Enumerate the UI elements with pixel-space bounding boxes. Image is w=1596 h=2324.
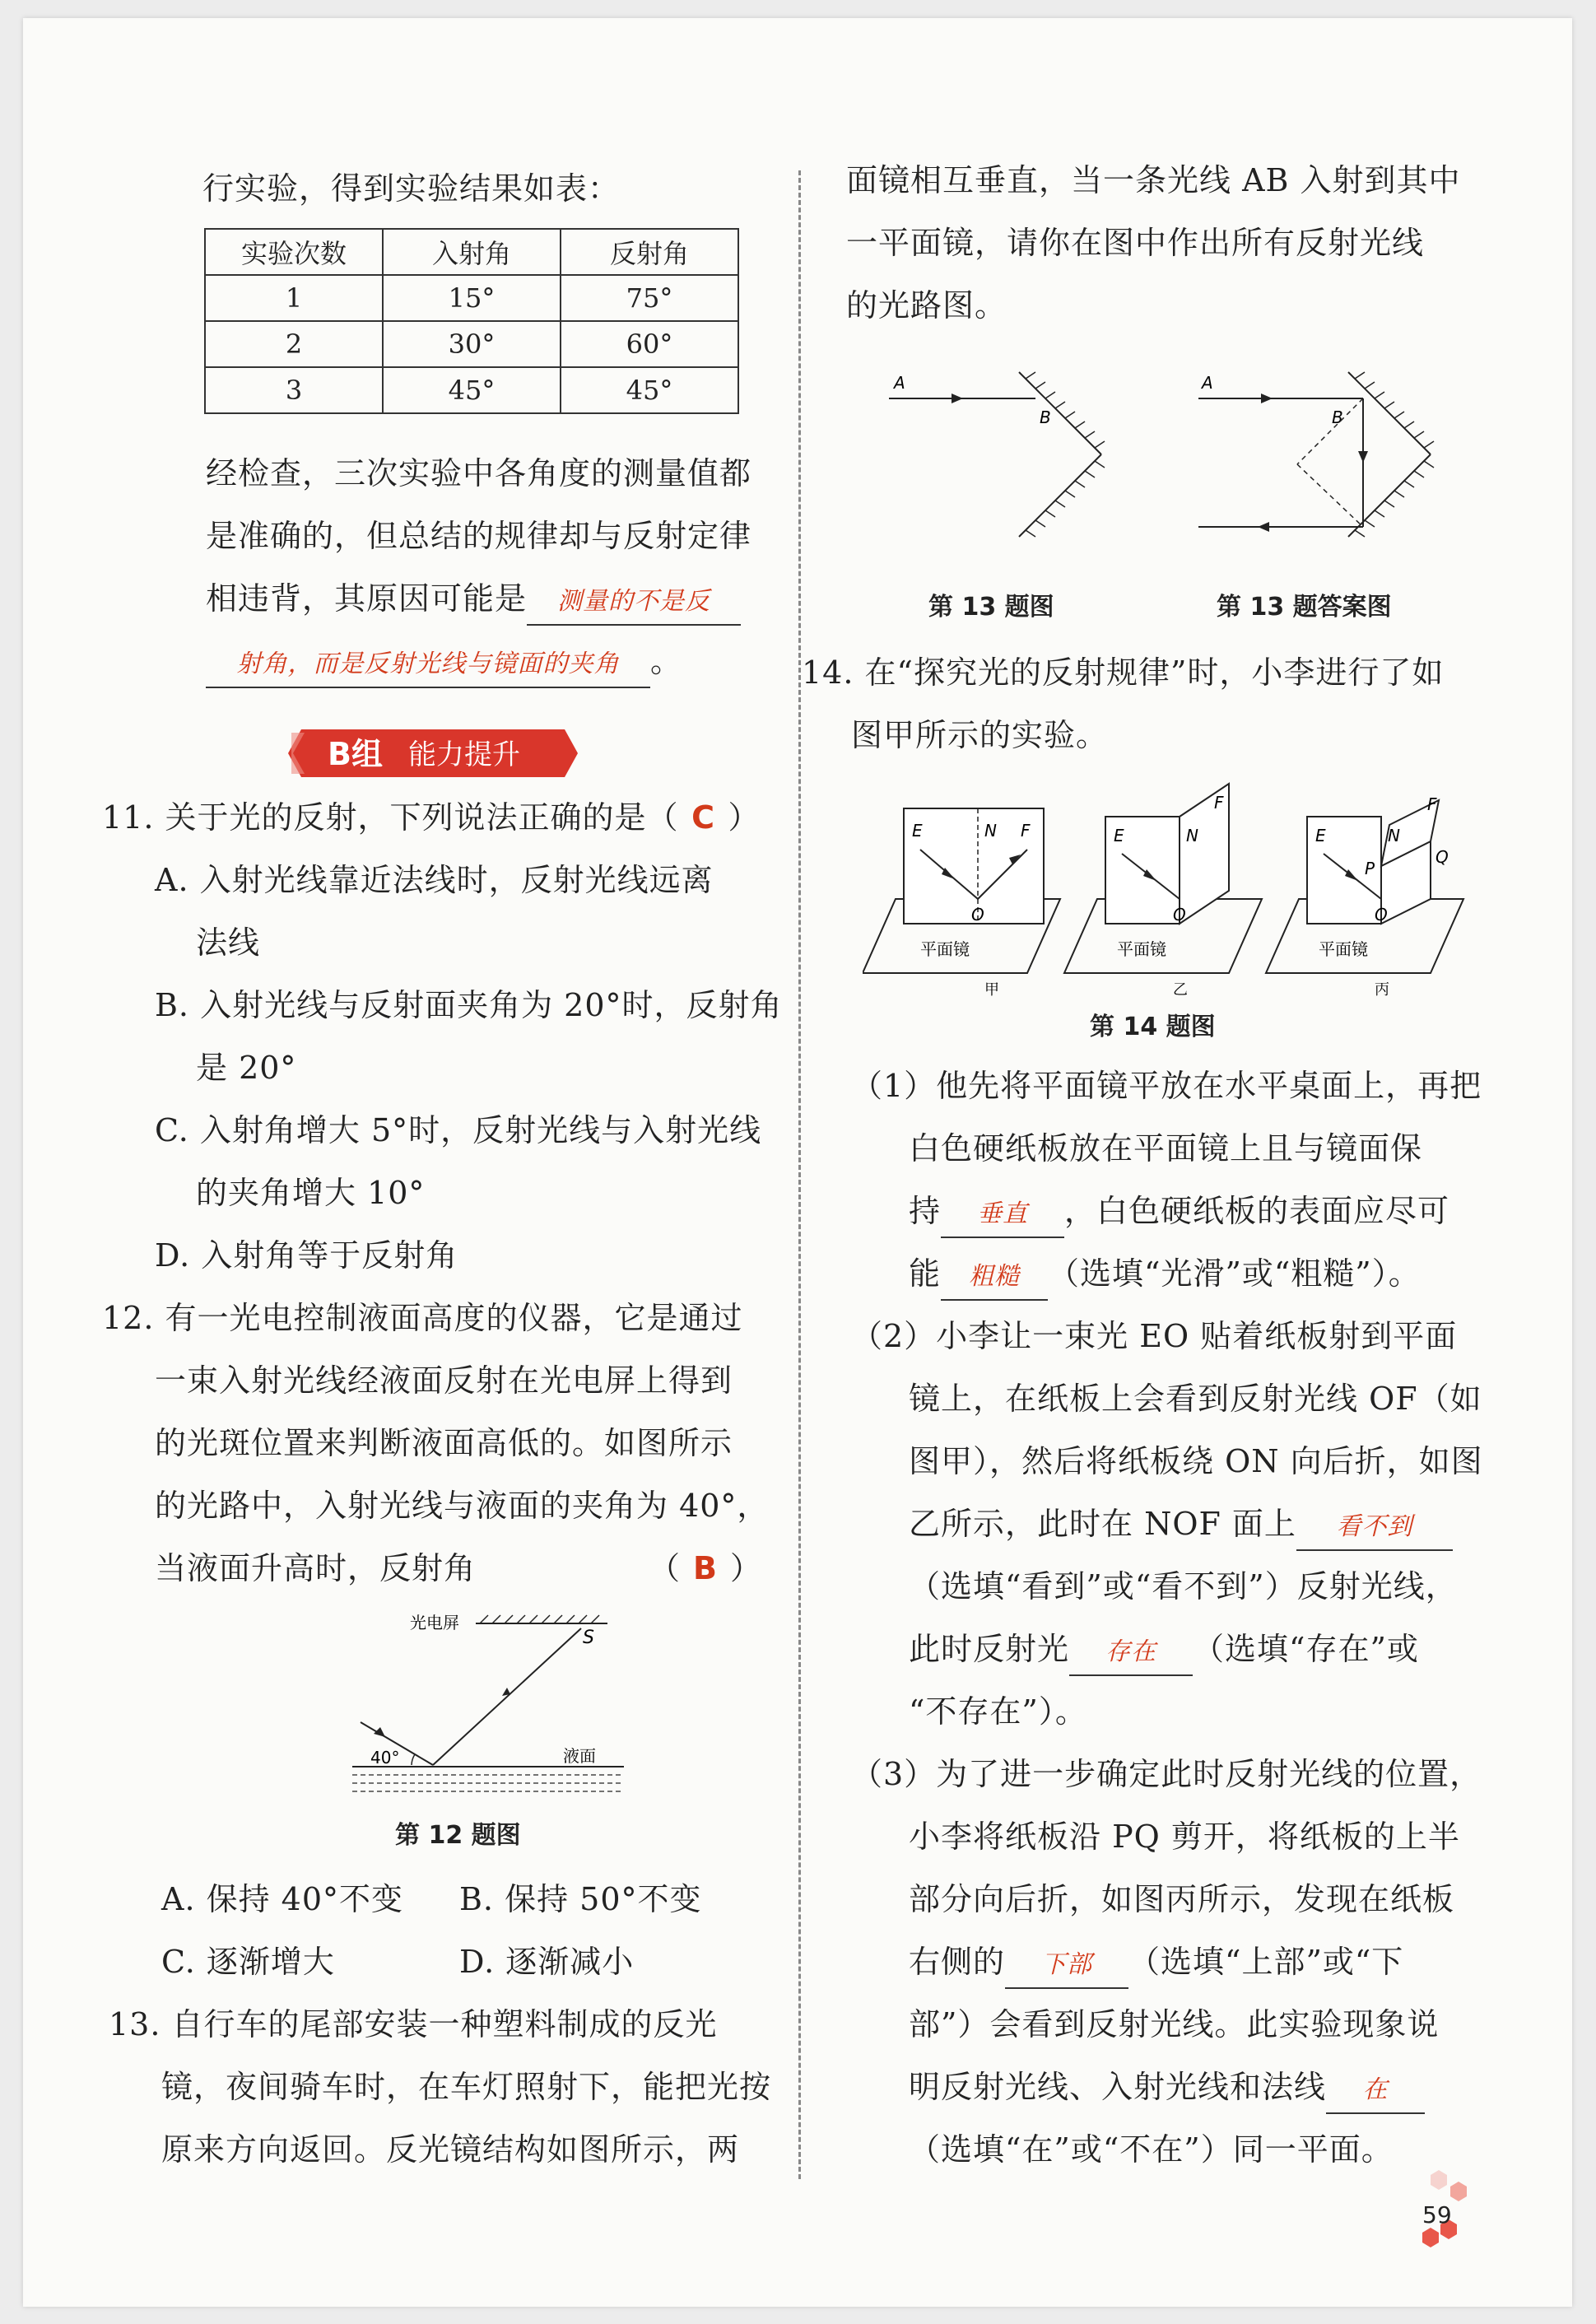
table-row	[205, 367, 738, 413]
q14-answer-blank	[1296, 1502, 1453, 1551]
q10-text: 是准确的，但总结的规律却与反射定律	[206, 518, 752, 554]
banner-group: B组	[328, 736, 383, 772]
q14-stem: 14. 在“探究光的反射规律”时，小李进行了如	[802, 654, 1445, 691]
q13-stem: 镜，夜间骑车时，在车灯照射下，能把光按	[161, 2069, 772, 2105]
label-b: B	[1332, 408, 1343, 427]
figure-13-answer	[1192, 347, 1455, 578]
q10-text-part: 相违背，其原因可能是	[206, 580, 528, 617]
q14-answer-blank	[1069, 1627, 1193, 1676]
label-n: N	[1388, 826, 1400, 845]
figure-14	[863, 775, 1488, 998]
table-cell: 2	[205, 321, 383, 367]
q14-text: 乙所示，此时在 NOF 面上	[909, 1506, 1296, 1542]
q14-answer-blank	[1005, 1940, 1128, 1989]
label-e: E	[912, 821, 923, 841]
label-n: N	[1186, 826, 1198, 845]
q14-sub3: （选填“在”或“不在”）同一平面。	[909, 2131, 1394, 2168]
q10-answer: 射角，而是反射光线与镜面的夹角	[236, 650, 620, 678]
q10-answer-blank	[206, 639, 650, 688]
table-cell: 3	[205, 367, 383, 413]
mirror-hatch	[1026, 372, 1105, 537]
label-e: E	[1114, 826, 1124, 845]
q14-sub1	[909, 1189, 1449, 1238]
label-f: F	[1214, 793, 1224, 813]
q12-stem: 的光路中，入射光线与液面的夹角为 40°，	[155, 1488, 770, 1524]
q14-sub1: （1）他先将平面镜平放在水平桌面上，再把	[851, 1068, 1482, 1104]
table-cell: 45°	[561, 367, 738, 413]
mirror-1	[1019, 372, 1101, 454]
figure-13-caption: 第 13 题图	[928, 593, 1054, 622]
normals	[1297, 398, 1363, 527]
q11-option-c: C. 入射角增大 5°时，反射光线与入射光线	[155, 1112, 762, 1148]
q14-answer: 存在	[1105, 1637, 1157, 1666]
liquid-body	[352, 1775, 624, 1791]
q11-text: 11. 关于光的反射，下列说法正确的是（	[102, 799, 679, 836]
q14-sub2: （2）小李让一束光 EO 贴着纸板射到平面	[851, 1318, 1458, 1354]
workbook-page	[23, 18, 1572, 2307]
table-cell: 1	[205, 275, 383, 321]
label-bing: 丙	[1375, 981, 1389, 998]
q10-text: 经检查，三次实验中各角度的测量值都	[206, 455, 752, 491]
table-row	[205, 321, 738, 367]
q10-text	[206, 639, 682, 688]
label-a: A	[894, 373, 905, 393]
angle-label: 40°	[370, 1748, 400, 1767]
q14-sub2: （选填“看到”或“看不到”）反射光线，	[909, 1568, 1458, 1604]
q14-sub3: 部”）会看到反射光线。此实验现象说	[909, 2006, 1440, 2042]
intro-line: 行实验，得到实验结果如表：	[202, 170, 621, 207]
q14-sub3: 部分向后折，如图丙所示，发现在纸板	[909, 1881, 1455, 1917]
q11-option-a-cont: 法线	[196, 924, 261, 961]
q14-text: （选填“光滑”或“粗糙”）。	[1048, 1255, 1421, 1292]
table-cell: 30°	[383, 321, 561, 367]
screen-label: 光电屏	[410, 1613, 459, 1632]
q11-answer: C	[691, 799, 715, 836]
figure-14-caption: 第 14 题图	[1090, 1013, 1216, 1041]
q14-answer: 下部	[1041, 1950, 1093, 1979]
q14-answer: 粗糙	[969, 1262, 1021, 1291]
q14-text: （选填“存在”或	[1193, 1631, 1419, 1667]
q14-sub1	[909, 1251, 1421, 1301]
q12-bracket-close: ）	[730, 1550, 763, 1586]
q14-sub3	[909, 2065, 1425, 2114]
q14-sub1: 白色硬纸板放在平面镜上且与镜面保	[909, 1130, 1423, 1167]
q14-sub2: 镜上，在纸板上会看到反射光线 OF（如	[909, 1381, 1482, 1417]
q11-stem	[102, 795, 761, 840]
q14-text: 能	[909, 1255, 942, 1292]
q13-cont: 面镜相互垂直，当一条光线 AB 入射到其中	[846, 162, 1461, 198]
q10-end: 。	[650, 643, 683, 679]
q14-text: 持	[909, 1193, 942, 1229]
q12-stem: 12. 有一光电控制液面高度的仪器，它是通过	[102, 1300, 743, 1336]
q14-text: 右侧的	[909, 1944, 1006, 1980]
mirror-hatch	[1355, 372, 1434, 537]
mirror-label: 平面镜	[920, 939, 970, 959]
q13-stem: 13. 自行车的尾部安装一种塑料制成的反光	[109, 2006, 718, 2042]
q14-sub3: （3）为了进一步确定此时反射光线的位置，	[851, 1756, 1482, 1792]
ray-arrow	[1261, 394, 1273, 403]
q11-option-a: A. 入射光线靠近法线时，反射光线远离	[155, 862, 714, 898]
q12-answer: B	[693, 1550, 718, 1586]
q14-answer-blank	[1326, 2065, 1425, 2114]
q14-answer-blank	[941, 1251, 1048, 1301]
q12-bracket-open: （	[649, 1550, 682, 1586]
table-cell: 45°	[383, 367, 561, 413]
label-f: F	[1021, 821, 1031, 841]
label-o: O	[1173, 905, 1186, 924]
table-cell: 75°	[561, 275, 738, 321]
reflected-ray	[433, 1628, 581, 1765]
figure-13-answer-caption: 第 13 题答案图	[1217, 593, 1392, 622]
q11-option-b-cont: 是 20°	[196, 1050, 297, 1086]
figure-13	[871, 347, 1118, 578]
label-o: O	[971, 905, 984, 924]
figure-12-caption: 第 12 题图	[395, 1821, 521, 1850]
section-banner	[285, 724, 581, 782]
fig14-yi	[1064, 784, 1262, 998]
q14-answer: 垂直	[977, 1199, 1029, 1228]
spot-label: S	[583, 1628, 594, 1648]
q11-option-c-cont: 的夹角增大 10°	[196, 1175, 426, 1211]
q12-option-b: B. 保持 50°不变	[459, 1881, 702, 1917]
q13-cont: 一平面镜，请你在图中作出所有反射光线	[846, 225, 1425, 261]
q14-sub2	[909, 1502, 1453, 1551]
label-o: O	[1375, 905, 1388, 924]
q12-option-c: C. 逐渐增大	[161, 1944, 335, 1980]
incident-arrow	[374, 1727, 385, 1737]
q14-sub3	[909, 1940, 1403, 1989]
mirror-2	[1348, 454, 1431, 537]
mirror-2	[1019, 454, 1101, 537]
q10-text	[206, 576, 741, 626]
q14-answer-blank	[941, 1189, 1064, 1238]
label-p: P	[1365, 859, 1375, 878]
q11-close: ）	[728, 799, 761, 836]
q14-sub2	[909, 1627, 1419, 1676]
q14-sub2: 图甲），然后将纸板绕 ON 向后折，如图	[909, 1443, 1483, 1479]
angle-arc	[412, 1754, 415, 1765]
liquid-label: 液面	[563, 1746, 596, 1766]
q11-option-d: D. 入射角等于反射角	[155, 1237, 458, 1274]
ray-arrow	[952, 394, 963, 403]
label-yi: 乙	[1173, 981, 1188, 998]
table-header: 入射角	[383, 229, 561, 275]
q13-cont: 的光路图。	[846, 287, 1007, 324]
mirror-label: 平面镜	[1319, 939, 1368, 959]
q14-stem: 图甲所示的实验。	[851, 717, 1109, 753]
table-cell: 15°	[383, 275, 561, 321]
reflected-arrow-1	[1358, 451, 1368, 463]
q14-answer: 在	[1362, 2075, 1389, 2104]
table-header: 实验次数	[205, 229, 383, 275]
table-header: 反射角	[561, 229, 738, 275]
q10-answer: 测量的不是反	[557, 587, 711, 616]
q14-text: 此时反射光	[909, 1631, 1070, 1667]
q13-stem: 原来方向返回。反光镜结构如图所示，两	[161, 2131, 740, 2168]
label-a: A	[1202, 373, 1213, 393]
fig14-jia	[863, 808, 1060, 998]
label-q: Q	[1435, 847, 1449, 867]
q12-bracket	[649, 1546, 762, 1590]
label-n: N	[984, 821, 997, 841]
table-cell: 60°	[561, 321, 738, 367]
screen-hatch	[480, 1615, 599, 1623]
q14-sub3: 小李将纸板沿 PQ 剪开，将纸板的上半	[909, 1819, 1460, 1855]
label-b: B	[1040, 408, 1051, 427]
mirror-label: 平面镜	[1117, 939, 1166, 959]
q14-text: 明反射光线、入射光线和法线	[909, 2069, 1327, 2105]
q14-answer: 看不到	[1336, 1512, 1413, 1541]
label-f: F	[1427, 794, 1437, 814]
column-divider	[798, 170, 801, 2179]
table-row	[205, 275, 738, 321]
reflected-arrow-2	[1258, 522, 1269, 532]
label-jia: 甲	[984, 981, 999, 998]
q12-option-d: D. 逐渐减小	[459, 1944, 635, 1980]
q14-text: ，白色硬纸板的表面应尽可	[1064, 1193, 1450, 1229]
q10-answer-blank	[527, 576, 741, 626]
q12-stem: 一束入射光线经液面反射在光电屏上得到	[155, 1362, 733, 1399]
q11-option-b: B. 入射光线与反射面夹角为 20°时，反射角	[155, 987, 783, 1023]
figure-12	[319, 1599, 632, 1805]
q14-text: （选填“上部”或“下	[1128, 1944, 1404, 1980]
q14-sub2: “不存在”）。	[909, 1693, 1087, 1730]
q12-stem: 当液面升高时，反射角	[155, 1550, 477, 1586]
q12-option-a: A. 保持 40°不变	[161, 1881, 404, 1917]
label-e: E	[1315, 826, 1326, 845]
page-number: 59	[1422, 2201, 1452, 2229]
mirror-1	[1348, 372, 1431, 454]
experiment-table	[204, 228, 739, 414]
banner-title: 能力提升	[408, 738, 520, 771]
q12-stem: 的光斑位置来判断液面高低的。如图所示	[155, 1425, 733, 1461]
fig14-bing	[1266, 794, 1463, 998]
